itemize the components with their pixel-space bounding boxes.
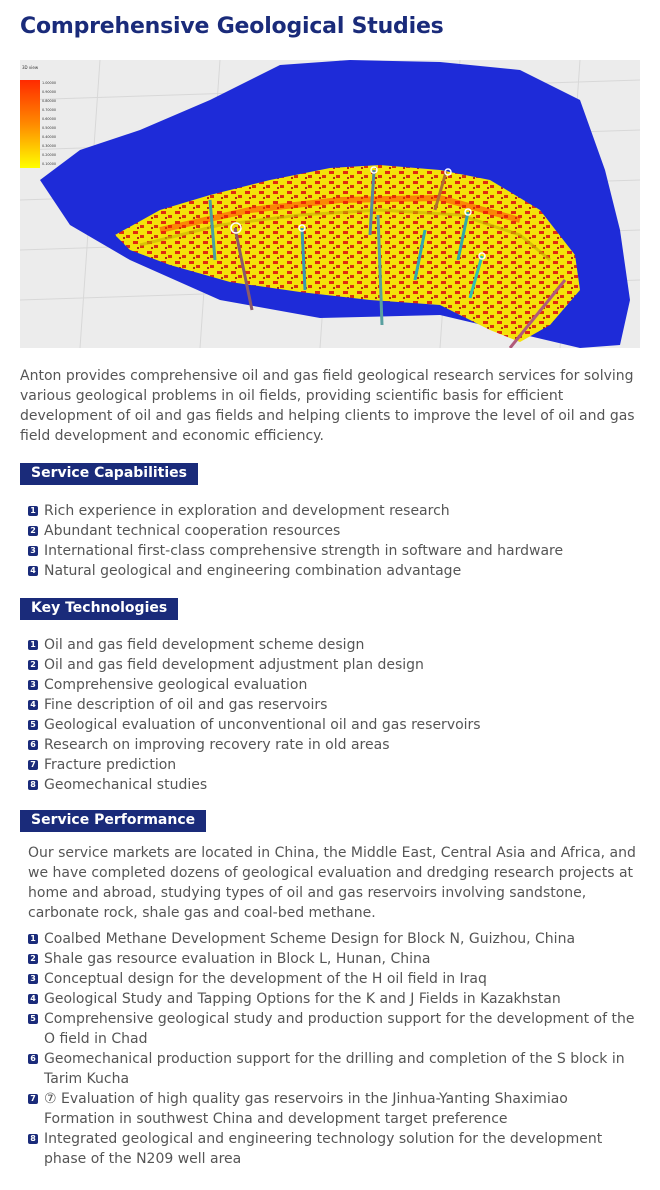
number-badge-icon: 2	[28, 526, 38, 536]
number-badge-icon: 6	[28, 1054, 38, 1064]
technologies-list	[28, 635, 642, 795]
number-badge-icon: 3	[28, 546, 38, 556]
page-title: Comprehensive Geological Studies	[20, 14, 444, 39]
svg-text:0.30000: 0.30000	[42, 144, 57, 148]
list-item: 8 Integrated geological and engineering technology solution for the development phase of the N209 well area	[28, 1129, 642, 1169]
list-item: 2 Oil and gas field development adjustment plan design	[28, 655, 642, 675]
list-item: 4 Geological Study and Tapping Options for the K and J Fields in Kazakhstan	[28, 989, 642, 1009]
number-badge-icon: 3	[28, 974, 38, 984]
number-badge-icon: 4	[28, 700, 38, 710]
performance-list	[28, 929, 642, 1169]
list-item: 1 Oil and gas field development scheme design	[28, 635, 642, 655]
number-badge-icon: 2	[28, 954, 38, 964]
svg-text:0.90000: 0.90000	[42, 90, 57, 94]
list-item: 6 Research on improving recovery rate in old areas	[28, 735, 642, 755]
number-badge-icon: 5	[28, 1014, 38, 1024]
number-badge-icon: 7	[28, 760, 38, 770]
list-item: 1 Coalbed Methane Development Scheme Design for Block N, Guizhou, China	[28, 929, 642, 949]
list-item: 4 Fine description of oil and gas reservoirs	[28, 695, 642, 715]
intro-paragraph: Anton provides comprehensive oil and gas field geological research services for solving various geological problems in oil fields, providing scientific basis for efficient development of oil and gas fields and helping clients to improve the level of oil and gas field development and economic efficiency.	[20, 368, 635, 444]
number-badge-icon: 4	[28, 566, 38, 576]
svg-text:0.80000: 0.80000	[42, 99, 57, 103]
svg-text:0.20000: 0.20000	[42, 153, 57, 157]
list-item: 6 Geomechanical production support for the drilling and completion of the S block in Tarim Kucha	[28, 1049, 642, 1089]
svg-text:3D view: 3D view	[22, 65, 39, 70]
number-badge-icon: 1	[28, 640, 38, 650]
geological-model-image	[20, 60, 640, 348]
list-item: 4 Natural geological and engineering combination advantage	[28, 561, 642, 581]
list-item: 1 Rich experience in exploration and development research	[28, 501, 642, 521]
number-badge-icon: 6	[28, 740, 38, 750]
number-badge-icon: 7	[28, 1094, 38, 1104]
svg-text:0.50000: 0.50000	[42, 126, 57, 130]
list-item: 2 Abundant technical cooperation resources	[28, 521, 642, 541]
list-item: 3 Conceptual design for the development of the H oil field in Iraq	[28, 969, 642, 989]
section-heading-capabilities: Service Capabilities	[20, 463, 198, 484]
number-badge-icon: 2	[28, 660, 38, 670]
number-badge-icon: 8	[28, 780, 38, 790]
number-badge-icon: 5	[28, 720, 38, 730]
list-item: 8 Geomechanical studies	[28, 775, 642, 795]
number-badge-icon: 4	[28, 994, 38, 1004]
number-badge-icon: 1	[28, 506, 38, 516]
svg-text:0.40000: 0.40000	[42, 135, 57, 139]
number-badge-icon: 1	[28, 934, 38, 944]
number-badge-icon: 8	[28, 1134, 38, 1144]
svg-text:0.60000: 0.60000	[42, 117, 57, 121]
list-item: 7 Fracture prediction	[28, 755, 642, 775]
svg-text:0.70000: 0.70000	[42, 108, 57, 112]
capabilities-list	[28, 501, 642, 581]
section-heading-technologies: Key Technologies	[20, 598, 178, 619]
number-badge-icon: 3	[28, 680, 38, 690]
section-heading-performance: Service Performance	[20, 810, 206, 831]
svg-text:1.00000: 1.00000	[42, 81, 57, 85]
list-item: 2 Shale gas resource evaluation in Block L, Hunan, China	[28, 949, 642, 969]
list-item: 5 Geological evaluation of unconventional oil and gas reservoirs	[28, 715, 642, 735]
list-item: 5 Comprehensive geological study and production support for the development of the O field in Chad	[28, 1009, 642, 1049]
list-item: 3 International first-class comprehensive strength in software and hardware	[28, 541, 642, 561]
performance-description: Our service markets are located in China, the Middle East, Central Asia and Africa, and we have completed dozens of geological evaluation and dredging research projects at home and abroad, studying types of oil and gas reservoirs involving sandstone, carbonate rock, shale gas and coal-bed methane.	[28, 845, 636, 921]
list-item: 7 ⑦ Evaluation of high quality gas reservoirs in the Jinhua-Yanting Shaximiao Formation in southwest China and development target preference	[28, 1089, 642, 1129]
svg-text:0.10000: 0.10000	[42, 162, 57, 166]
list-item: 3 Comprehensive geological evaluation	[28, 675, 642, 695]
